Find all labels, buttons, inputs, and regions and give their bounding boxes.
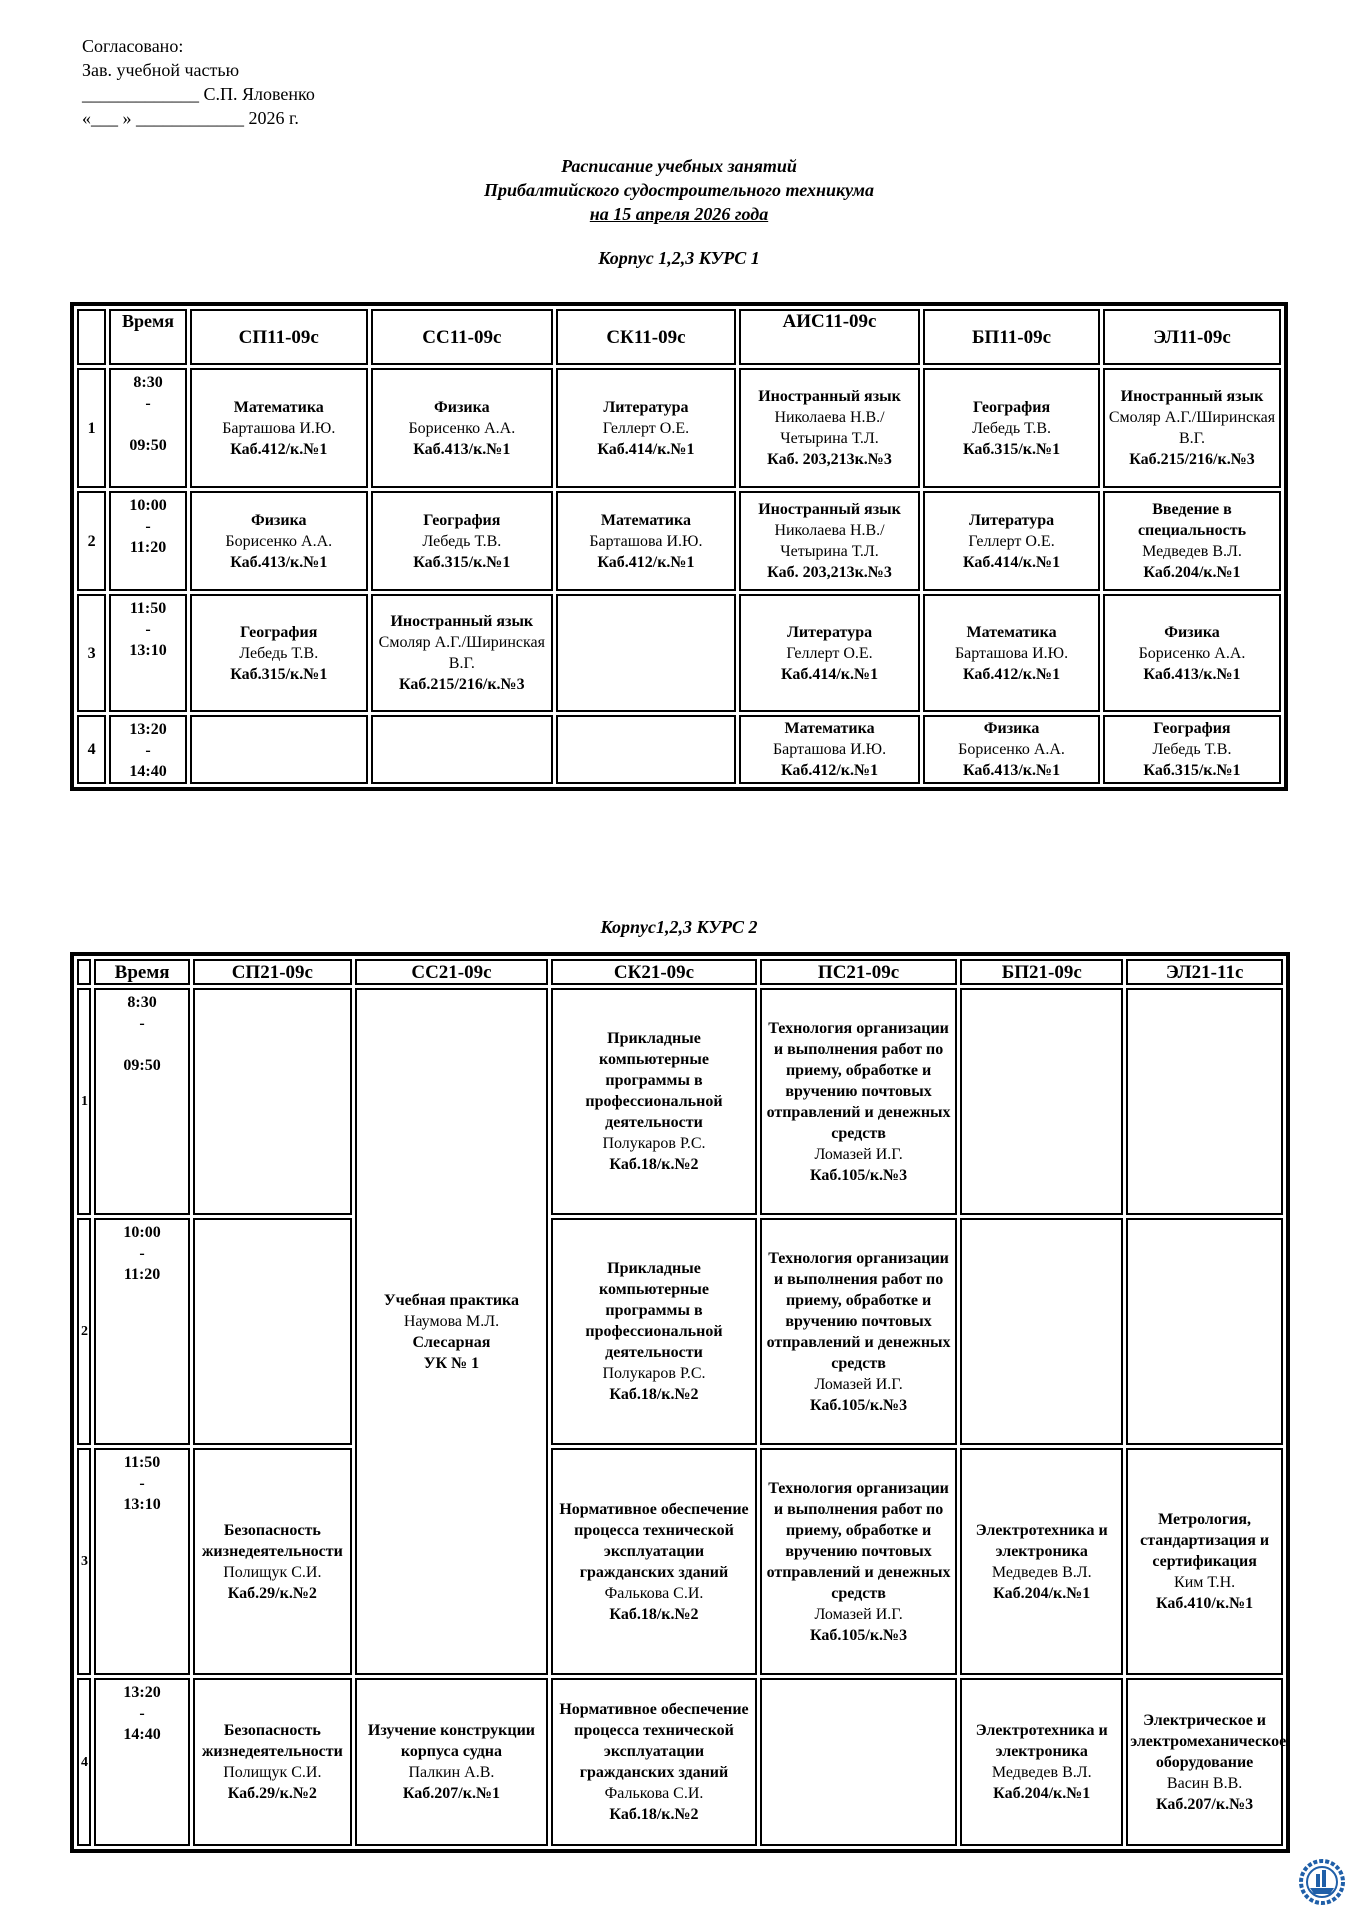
- lesson-cell: [760, 1678, 958, 1846]
- table-row: [77, 594, 1281, 712]
- schedule-date: на 15 апреля 2026 года: [589, 204, 769, 224]
- lesson-cell: Электротехника и электроника Медведев В.Л. Каб.204/к.№1: [960, 1448, 1123, 1675]
- lesson-cell: Технология организации и выполнения работ по приему, обработке и вручению почтовых отправлений и денежных средств Ломазей И.Г. Каб.105/к.№3: [760, 988, 958, 1215]
- lesson-cell: Технология организации и выполнения работ по приему, обработке и вручению почтовых отправлений и денежных средств Ломазей И.Г. Каб.105/к.№3: [760, 1218, 958, 1445]
- lesson-cell: География Лебедь Т.В. Каб.315/к.№1: [371, 491, 553, 591]
- lesson-cell: Литература Геллерт О.Е. Каб.414/к.№1: [923, 491, 1100, 591]
- pair-number: 4: [77, 715, 106, 784]
- lesson-cell: Безопасность жизнедеятельности Полищук С.И. Каб.29/к.№2: [193, 1678, 352, 1846]
- lesson-cell: Технология организации и выполнения работ по приему, обработке и вручению почтовых отправлений и денежных средств Ломазей И.Г. Каб.105/к.№3: [760, 1448, 958, 1675]
- lesson-cell: Введение в специальность Медведев В.Л. Каб.204/к.№1: [1103, 491, 1281, 591]
- lesson-cell: Прикладные компьютерные программы в профессиональной деятельности Полукаров Р.С. Каб.18/к.№2: [551, 988, 757, 1215]
- lesson-cell: Математика Барташова И.Ю. Каб.412/к.№1: [739, 715, 920, 784]
- lesson-cell: География Лебедь Т.В. Каб.315/к.№1: [1103, 715, 1281, 784]
- time-cell: 11:50 - 13:10: [94, 1448, 190, 1675]
- lesson-cell: География Лебедь Т.В. Каб.315/к.№1: [190, 594, 368, 712]
- approval-date: «___ » ____________ 2026 г.: [82, 108, 299, 128]
- time-cell: 10:00 - 11:20: [109, 491, 186, 591]
- header-row: [77, 959, 1283, 985]
- time-cell: 8:30 - 09:50: [94, 988, 190, 1215]
- group-header: БП21-09с: [960, 959, 1123, 985]
- lesson-cell: Нормативное обеспечение процесса технической эксплуатации гражданских зданий Фалькова С.И. Каб.18/к.№2: [551, 1678, 757, 1846]
- lesson-cell: [1126, 1218, 1283, 1445]
- lesson-cell: Изучение конструкции корпуса судна Палкин А.В. Каб.207/к.№1: [355, 1678, 548, 1846]
- time-cell: 10:00 - 11:20: [94, 1218, 190, 1445]
- lesson-cell: Физика Борисенко А.А. Каб.413/к.№1: [190, 491, 368, 591]
- header-row: [77, 309, 1281, 365]
- lesson-cell: [193, 988, 352, 1215]
- lesson-cell: Прикладные компьютерные программы в профессиональной деятельности Полукаров Р.С. Каб.18/к.№2: [551, 1218, 757, 1445]
- lesson-cell: Метрология, стандартизация и сертификация Ким Т.Н. Каб.410/к.№1: [1126, 1448, 1283, 1675]
- lesson-cell: Математика Барташова И.Ю. Каб.412/к.№1: [556, 491, 736, 591]
- time-cell: 11:50 - 13:10: [109, 594, 186, 712]
- pair-number: 3: [77, 594, 106, 712]
- lesson-cell: [1126, 988, 1283, 1215]
- approval-line: Зав. учебной частью: [82, 60, 240, 80]
- group-header: СК21-09с: [551, 959, 757, 985]
- course1-table: [70, 302, 1288, 791]
- group-header: СС11-09с: [371, 309, 553, 365]
- lesson-cell: [960, 988, 1123, 1215]
- time-cell: 13:20 - 14:40: [109, 715, 186, 784]
- lesson-cell: Безопасность жизнедеятельности Полищук С.И. Каб.29/к.№2: [193, 1448, 352, 1675]
- group-header: СК11-09с: [556, 309, 736, 365]
- group-header: ЭЛ21-11с: [1126, 959, 1283, 985]
- approval-signature: _____________ С.П. Яловенко: [82, 84, 315, 104]
- lesson-cell: География Лебедь Т.В. Каб.315/к.№1: [923, 368, 1100, 488]
- table-row: [77, 1448, 1283, 1675]
- course1-heading: Корпус 1,2,3 КУРС 1: [598, 248, 760, 268]
- lesson-cell: Иностранный язык Смоляр А.Г./Ширинская В.Г. Каб.215/216/к.№3: [1103, 368, 1281, 488]
- lesson-cell: Физика Борисенко А.А. Каб.413/к.№1: [923, 715, 1100, 784]
- lesson-cell: [556, 715, 736, 784]
- pair-number: 1: [77, 988, 91, 1215]
- lesson-cell: [960, 1218, 1123, 1445]
- group-header: БП11-09с: [923, 309, 1100, 365]
- table-row: [77, 1218, 1283, 1445]
- num-header: [77, 959, 91, 985]
- lesson-cell: Электрическое и электромеханическое оборудование Васин В.В. Каб.207/к.№3: [1126, 1678, 1283, 1846]
- lesson-cell: [556, 594, 736, 712]
- num-header: [77, 309, 106, 365]
- pair-number: 1: [77, 368, 106, 488]
- time-header: Время: [94, 959, 190, 985]
- group-header: ЭЛ11-09с: [1103, 309, 1281, 365]
- table-row: [77, 1678, 1283, 1846]
- group-header: ПС21-09с: [760, 959, 958, 985]
- lesson-cell: Физика Борисенко А.А. Каб.413/к.№1: [371, 368, 553, 488]
- time-cell: 13:20 - 14:40: [94, 1678, 190, 1846]
- table-row: [77, 491, 1281, 591]
- course2-table: [70, 952, 1290, 1853]
- group-header: СП11-09с: [190, 309, 368, 365]
- lesson-cell: Электротехника и электроника Медведев В.Л. Каб.204/к.№1: [960, 1678, 1123, 1846]
- pair-number: 2: [77, 491, 106, 591]
- pair-number: 2: [77, 1218, 91, 1445]
- group-header: АИС11-09с: [739, 309, 920, 365]
- lesson-cell: Литература Геллерт О.Е. Каб.414/к.№1: [556, 368, 736, 488]
- lesson-cell: Иностранный язык Николаева Н.В./Четырина Т.Л. Каб. 203,213к.№3: [739, 368, 920, 488]
- approval-line: Согласовано:: [82, 36, 184, 56]
- group-header: СП21-09с: [193, 959, 352, 985]
- lesson-cell: Физика Борисенко А.А. Каб.413/к.№1: [1103, 594, 1281, 712]
- lesson-cell: Учебная практика Наумова М.Л. Слесарная УК № 1: [355, 988, 548, 1675]
- lesson-cell: Математика Барташова И.Ю. Каб.412/к.№1: [923, 594, 1100, 712]
- schedule-title: Расписание учебных занятий Прибалтийского судостроительного техникума на 15 апреля 2026 года: [484, 156, 874, 224]
- lesson-cell: Литература Геллерт О.Е. Каб.414/к.№1: [739, 594, 920, 712]
- table-row: [77, 715, 1281, 784]
- lesson-cell: [193, 1218, 352, 1445]
- pair-number: 4: [77, 1678, 91, 1846]
- lesson-cell: Иностранный язык Смоляр А.Г./Ширинская В.Г. Каб.215/216/к.№3: [371, 594, 553, 712]
- time-cell: 8:30 - 09:50: [109, 368, 186, 488]
- lesson-cell: Нормативное обеспечение процесса технической эксплуатации гражданских зданий Фалькова С.И. Каб.18/к.№2: [551, 1448, 757, 1675]
- lesson-cell: Математика Барташова И.Ю. Каб.412/к.№1: [190, 368, 368, 488]
- group-header: СС21-09с: [355, 959, 548, 985]
- lesson-cell: [190, 715, 368, 784]
- course2-heading: Корпус1,2,3 КУРС 2: [600, 917, 758, 937]
- college-emblem-icon: [1298, 1858, 1346, 1906]
- lesson-cell: [371, 715, 553, 784]
- table-row: [77, 368, 1281, 488]
- table-row: [77, 988, 1283, 1215]
- time-header: Время: [109, 309, 186, 365]
- approval-block: [82, 34, 315, 130]
- pair-number: 3: [77, 1448, 91, 1675]
- lesson-cell: Иностранный язык Николаева Н.В./Четырина Т.Л. Каб. 203,213к.№3: [739, 491, 920, 591]
